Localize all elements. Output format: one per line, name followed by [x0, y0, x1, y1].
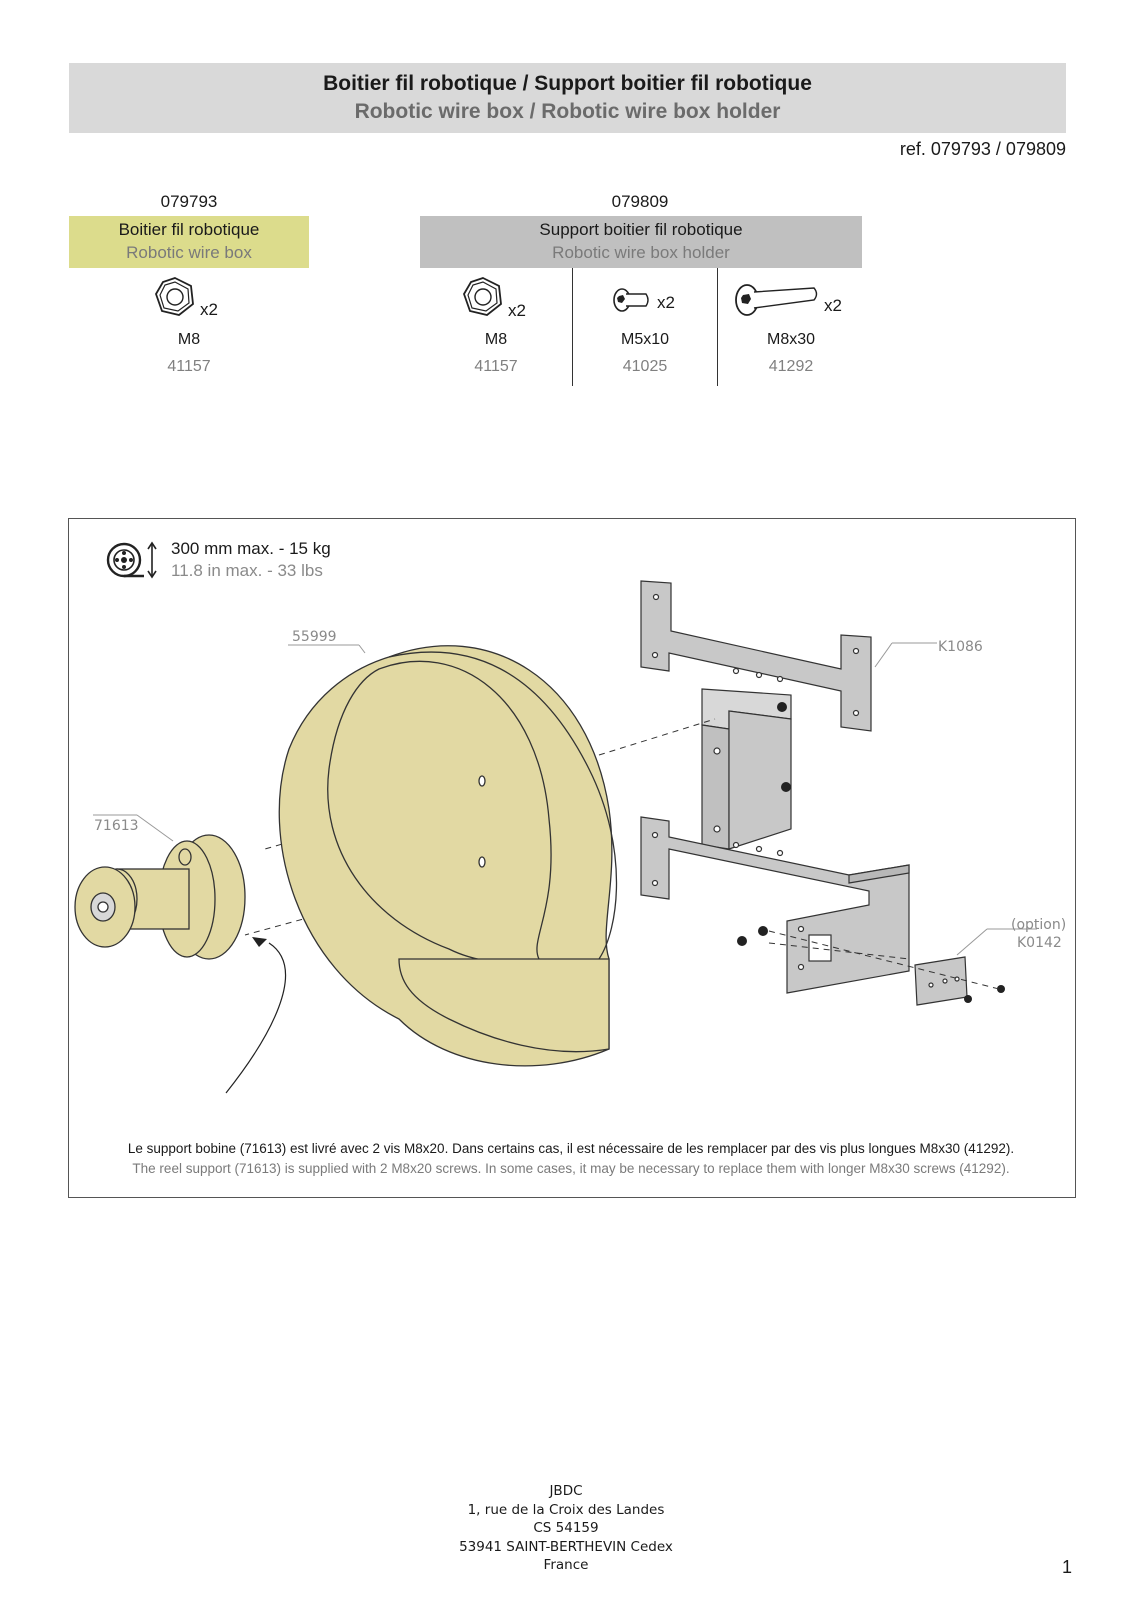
part-qty: x2 [824, 296, 842, 315]
footer-address [0, 1482, 1132, 1575]
long-screw-icon [734, 282, 820, 318]
callout-plate: K0142 [1017, 935, 1062, 951]
title-en: Robotic wire box / Robotic wire box holder [354, 100, 781, 123]
part-size: M5x10 [620, 331, 670, 348]
part-info [721, 331, 861, 376]
reel-support [75, 835, 245, 959]
column-divider [572, 268, 573, 386]
page-number: 1 [1062, 1557, 1073, 1577]
address-line-1: 1, rue de la Croix des Landes [467, 1501, 665, 1518]
part-number: 41157 [474, 358, 518, 375]
callout-bracket: K1086 [938, 639, 983, 655]
hex-nut-icon [153, 276, 197, 318]
kit-name-fr: Support boitier fil robotique [539, 220, 743, 239]
wire-box [279, 646, 616, 1066]
hex-nut-icon [461, 276, 505, 318]
kit-name-fr: Boitier fil robotique [118, 220, 260, 239]
part-size: M8 [484, 331, 508, 348]
title-fr: Boitier fil robotique / Support boitier fil robotique [323, 72, 812, 95]
title-banner [69, 63, 1066, 133]
kit-name-band [420, 216, 862, 268]
option-plate [915, 957, 967, 1005]
part-info [119, 331, 259, 376]
kit-name-en: Robotic wire box holder [552, 243, 730, 262]
kit-name-band [69, 216, 309, 268]
callout-reel-support: 71613 [94, 818, 139, 834]
short-screw-icon [612, 286, 652, 314]
part-qty: x2 [200, 300, 218, 319]
column-divider [717, 268, 718, 386]
part-number: 41292 [768, 358, 814, 375]
capacity-imperial: 11.8 in max. - 33 lbs [171, 561, 323, 580]
address-line-3: 53941 SAINT-BERTHEVIN Cedex [459, 1538, 673, 1555]
address-country: France [543, 1557, 589, 1573]
callout-box: 55999 [292, 629, 337, 645]
part-info [575, 331, 715, 376]
curved-arrow [226, 943, 285, 1093]
part-size: M8x30 [766, 331, 816, 348]
part-info [426, 331, 566, 376]
part-size: M8 [177, 331, 201, 348]
curved-arrow-head [252, 937, 267, 947]
company-name: JBDC [549, 1483, 583, 1499]
kit-code: 079809 [611, 192, 669, 211]
bracket-channel [702, 689, 791, 849]
kit-name-en: Robotic wire box [126, 243, 252, 262]
callout-option: (option) [1011, 917, 1067, 933]
note-en: The reel support (71613) is supplied with 2 M8x20 screws. In some cases, it may be necessary to replace them with longer M8x30 screws (41292). [132, 1161, 1010, 1176]
note-fr: Le support bobine (71613) est livré avec 2 vis M8x20. Dans certains cas, il est nécessaire de les remplacer par des vis plus longues M8x30 (41292). [127, 1141, 1015, 1156]
exploded-view-drawing [69, 519, 1073, 1119]
bracket-lower-plate [641, 817, 909, 993]
reference-number: ref. 079793 / 079809 [899, 139, 1066, 159]
capacity-metric: 300 mm max. - 15 kg [171, 539, 331, 558]
part-number: 41025 [622, 358, 668, 375]
part-number: 41157 [167, 358, 211, 375]
kit-code: 079793 [160, 192, 218, 211]
address-line-2: CS 54159 [533, 1520, 599, 1536]
part-qty: x2 [508, 301, 526, 320]
part-qty: x2 [657, 293, 675, 312]
